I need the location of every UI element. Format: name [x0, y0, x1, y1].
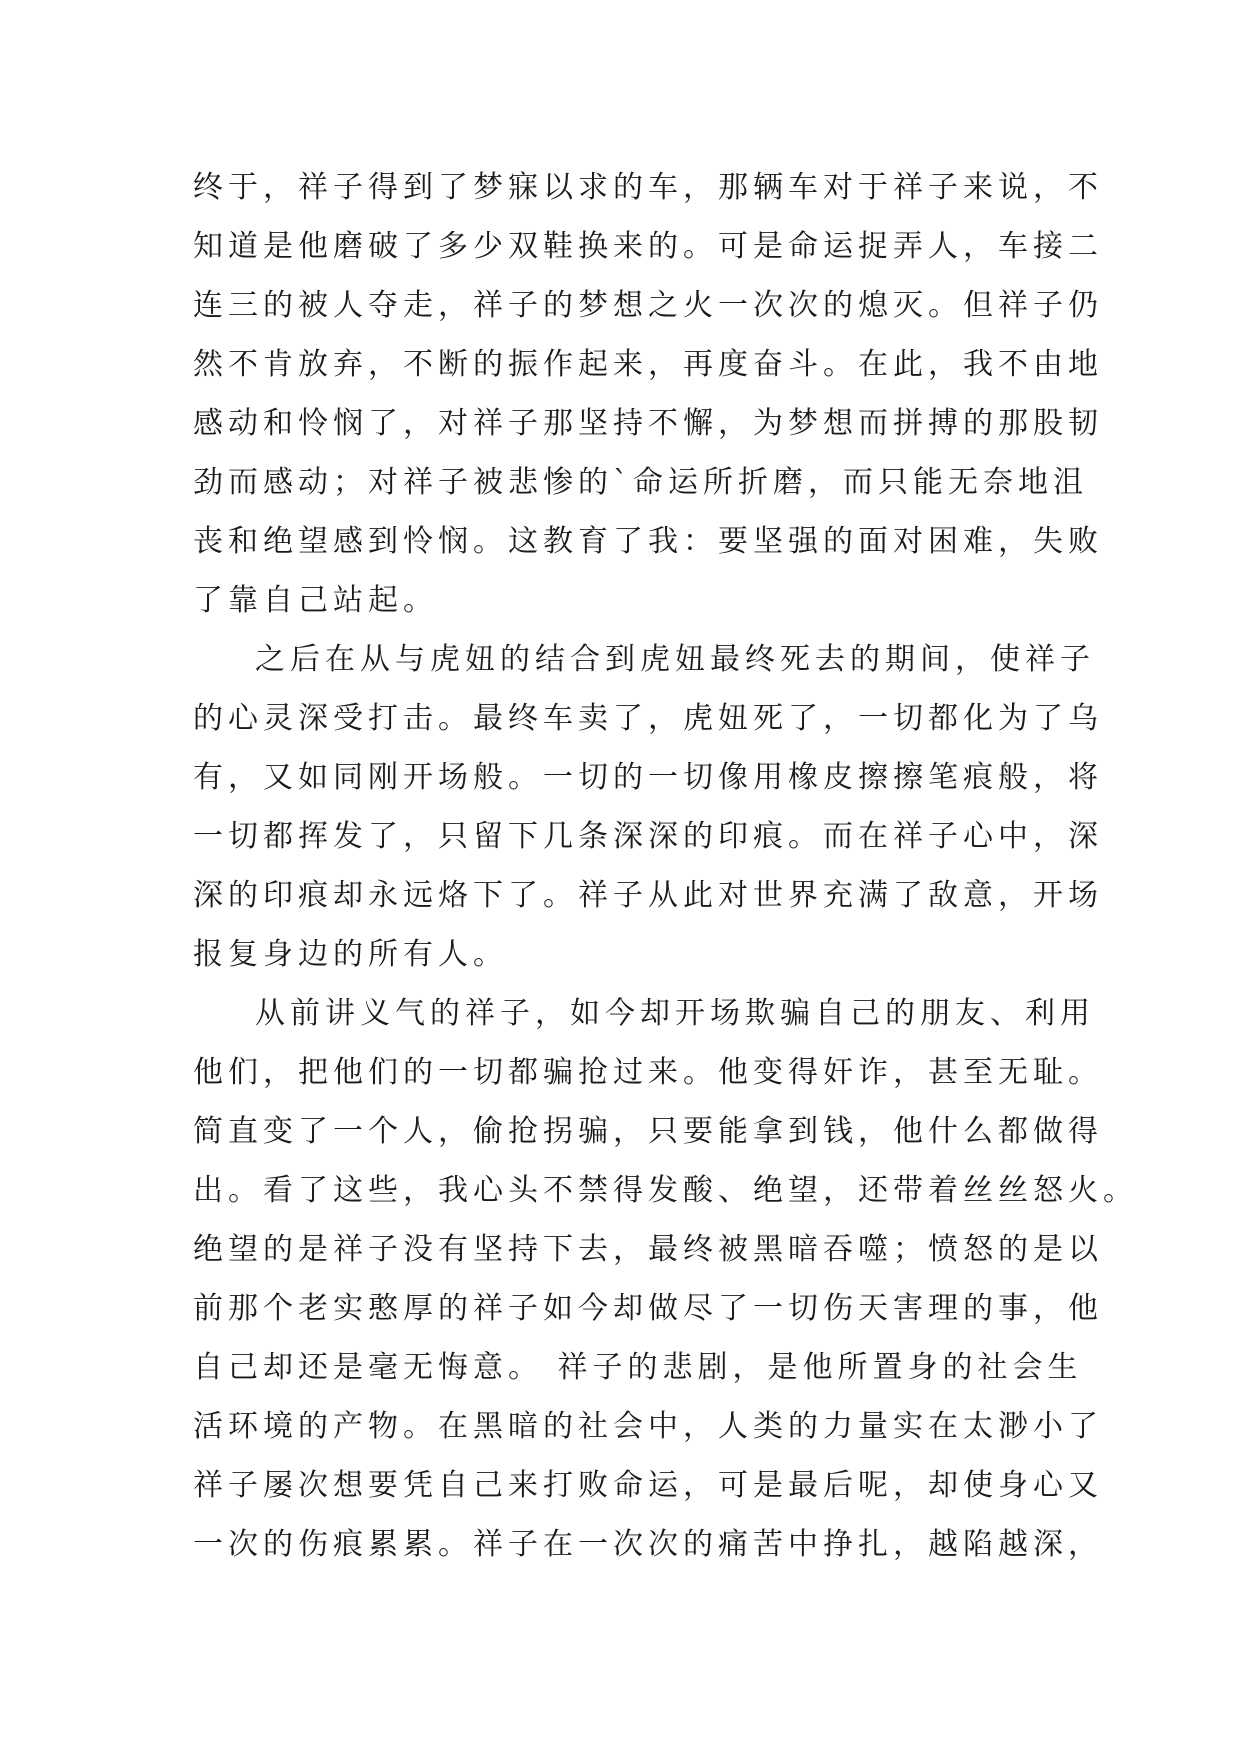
text-line: 一切都挥发了，只留下几条深深的印痕。而在祥子心中，深 — [193, 819, 1103, 854]
text-line: 他们，把他们的一切都骗抢过来。他变得奸诈，甚至无耻。 — [193, 1055, 1103, 1090]
document-body — [193, 158, 1138, 1574]
text-line: 前那个老实憨厚的祥子如今却做尽了一切伤天害理的事，他 — [193, 1291, 1103, 1326]
text-line: 自己却还是毫无悔意。 祥子的悲剧，是他所置身的社会生 — [193, 1350, 1083, 1385]
text-line: 活环境的产物。在黑暗的社会中，人类的力量实在太渺小了 — [193, 1409, 1103, 1444]
text-line: 的心灵深受打击。最终车卖了，虎妞死了，一切都化为了乌 — [193, 701, 1103, 736]
text-line: 深的印痕却永远烙下了。祥子从此对世界充满了敌意，开场 — [193, 878, 1103, 913]
text-line: 终于，祥子得到了梦寐以求的车，那辆车对于祥子来说，不 — [193, 170, 1103, 205]
text-line: 丧和绝望感到怜悯。这教育了我：要坚强的面对困难，失败 — [193, 524, 1103, 559]
text-line: 连三的被人夺走，祥子的梦想之火一次次的熄灭。但祥子仍 — [193, 288, 1103, 323]
text-line: 有，又如同刚开场般。一切的一切像用橡皮擦擦笔痕般，将 — [193, 760, 1103, 795]
paragraph-start-line: 从前讲义气的祥子，如今却开场欺骗自己的朋友、利用 — [255, 996, 1095, 1031]
text-line: 报复身边的所有人。 — [193, 937, 508, 972]
text-line: 简直变了一个人，偷抢拐骗，只要能拿到钱，他什么都做得 — [193, 1114, 1103, 1149]
text-line: 感动和怜悯了，对祥子那坚持不懈，为梦想而拼搏的那股韧 — [193, 406, 1103, 441]
text-line: 劲而感动；对祥子被悲惨的`命运所折磨，而只能无奈地沮 — [193, 465, 1088, 500]
text-line: 然不肯放弃，不断的振作起来，再度奋斗。在此，我不由地 — [193, 347, 1103, 382]
text-line: 祥子屡次想要凭自己来打败命运，可是最后呢，却使身心又 — [193, 1468, 1103, 1503]
text-line: 知道是他磨破了多少双鞋换来的。可是命运捉弄人，车接二 — [193, 229, 1103, 264]
paragraph-start-line: 之后在从与虎妞的结合到虎妞最终死去的期间，使祥子 — [255, 642, 1095, 677]
text-line: 一次的伤痕累累。祥子在一次次的痛苦中挣扎，越陷越深， — [193, 1527, 1103, 1562]
text-line: 了靠自己站起。 — [193, 583, 438, 618]
text-line: 绝望的是祥子没有坚持下去，最终被黑暗吞噬；愤怒的是以 — [193, 1232, 1103, 1267]
text-line: 出。看了这些，我心头不禁得发酸、绝望，还带着丝丝怒火。 — [193, 1173, 1138, 1208]
